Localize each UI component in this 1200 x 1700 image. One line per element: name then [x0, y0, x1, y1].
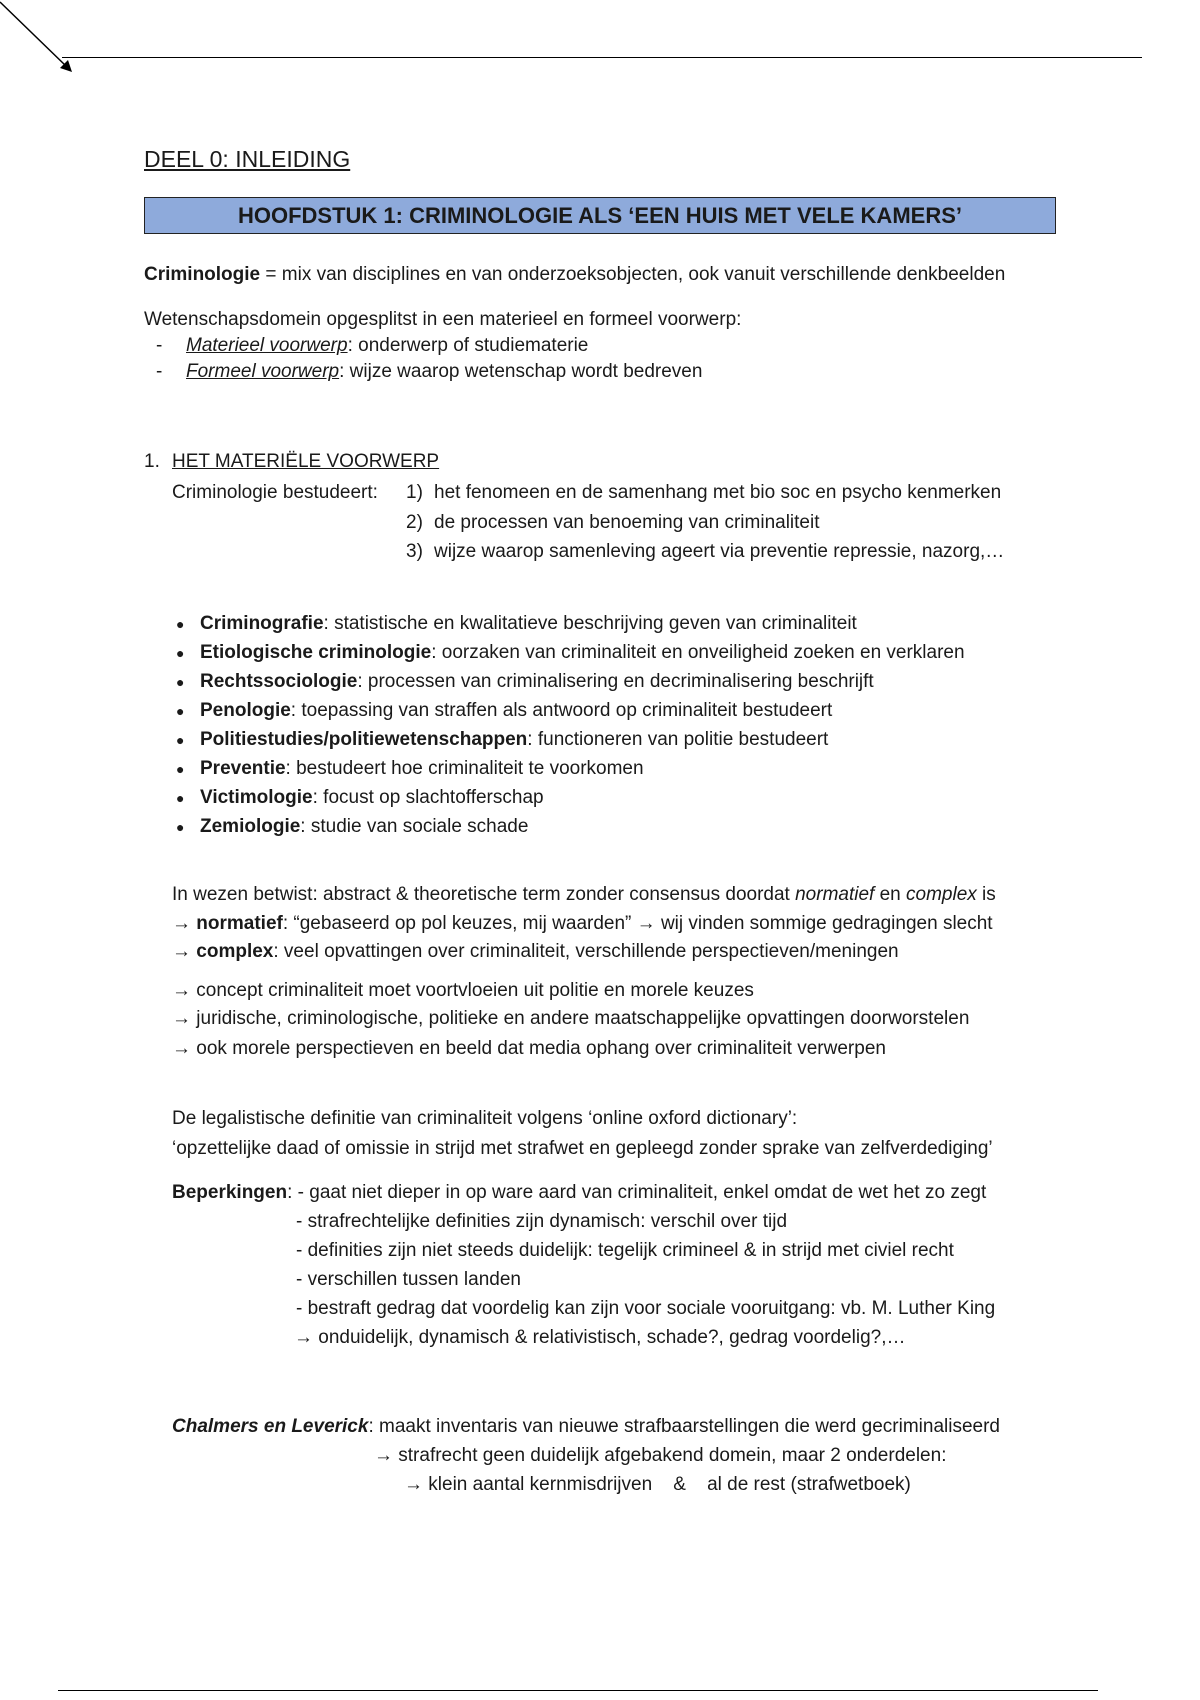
domain-term: Materieel voorwerp — [186, 335, 348, 356]
section-heading — [144, 451, 440, 473]
domain-intro: Wetenschapsdomein opgesplitst in een materieel en formeel voorwerp: — [144, 309, 742, 330]
study-text: wijze waarop samenleving ageert via preventie repressie, nazorg,… — [434, 541, 1005, 562]
limits-line: - bestraft gedrag dat voordelig kan zijn voor sociale vooruitgang: vb. M. Luther King — [296, 1298, 996, 1319]
discipline-term: Zemiologie — [200, 816, 301, 837]
discipline-text: : oorzaken van criminaliteit en onveiligheid zoeken en verklaren — [431, 642, 965, 663]
dash: - — [156, 361, 163, 382]
conclusion-line: → juridische, criminologische, politieke en andere maatschappelijke opvattingen doorworstelen — [172, 1008, 970, 1029]
discipline-term: Penologie — [200, 700, 291, 721]
chalmers-line: → klein aantal kernmisdrijven & al de rest (strafwetboek) — [404, 1474, 911, 1495]
limits-label: Beperkingen — [172, 1182, 288, 1203]
discipline-term: Victimologie — [200, 787, 313, 808]
domain-item — [156, 335, 589, 357]
legal-quote: ‘opzettelijke daad of omissie in strijd met strafwet en gepleegd zonder sprake van zelfverdediging’ — [172, 1138, 993, 1159]
part-heading: DEEL 0: INLEIDING — [144, 146, 351, 172]
discipline-text: : processen van criminalisering en decriminalisering beschrijft — [357, 671, 874, 692]
conclusion-line: → concept criminaliteit moet voortvloeien uit politie en morele keuzes — [172, 980, 754, 1001]
study-item — [406, 482, 1002, 504]
limits-line: - verschillen tussen landen — [296, 1269, 521, 1290]
discipline-text: : statistische en kwalitatieve beschrijving geven van criminaliteit — [323, 613, 857, 634]
study-number: 1) — [406, 482, 423, 503]
arrow-right-icon: → — [172, 1038, 191, 1059]
definition-term: Criminologie — [144, 264, 261, 285]
arrow-right-icon: → — [294, 1327, 313, 1348]
arrow-right-icon: → — [172, 941, 191, 962]
contested-line: In wezen betwist: abstract & theoretische term zonder consensus doordat normatief en complex is — [172, 884, 996, 905]
complex-line: → complex: veel opvattingen over criminaliteit, verschillende perspectieven/meningen — [172, 941, 899, 962]
domain-term: Formeel voorwerp — [186, 361, 340, 382]
arrow-right-icon: → — [172, 1008, 191, 1029]
arrow-right-icon: → — [172, 913, 191, 934]
limits-line: Beperkingen: - gaat niet dieper in op ware aard van criminaliteit, enkel omdat de wet het zo zegt — [172, 1182, 987, 1203]
chalmers-line: → strafrecht geen duidelijk afgebakend domein, maar 2 onderdelen: — [374, 1445, 947, 1466]
arrow-right-icon: → — [636, 913, 656, 934]
study-item — [406, 512, 820, 534]
limits-line: - strafrechtelijke definities zijn dynamisch: verschil over tijd — [296, 1211, 788, 1232]
dash: - — [156, 335, 163, 356]
discipline-text: : functioneren van politie bestudeert — [527, 729, 829, 750]
study-number: 3) — [406, 541, 423, 562]
corner-arrow-icon — [0, 0, 90, 90]
definition-line — [144, 264, 1005, 286]
discipline-text: : toepassing van straffen als antwoord op criminaliteit bestudeert — [290, 700, 833, 721]
section-number: 1. — [144, 451, 160, 472]
header-rule — [62, 57, 1142, 58]
arrow-right-icon: → — [172, 980, 191, 1001]
discipline-term: Politiestudies/politiewetenschappen — [200, 729, 528, 750]
study-number: 2) — [406, 512, 423, 533]
discipline-text: : bestudeert hoe criminaliteit te voorkomen — [285, 758, 644, 779]
discipline-term: Rechtssociologie — [200, 671, 358, 692]
study-text: het fenomeen en de samenhang met bio soc en psycho kenmerken — [434, 482, 1002, 503]
conclusion-line: → ook morele perspectieven en beeld dat media ophang over criminaliteit verwerpen — [172, 1038, 886, 1059]
limits-line: - definities zijn niet steeds duidelijk: tegelijk crimineel & in strijd met civiel recht — [296, 1240, 954, 1261]
chapter-title: HOOFDSTUK 1: CRIMINOLOGIE ALS ‘EEN HUIS MET VELE KAMERS’ — [144, 197, 1056, 234]
study-item — [406, 541, 1005, 563]
footer-rule — [58, 1690, 1098, 1691]
definition-text: = mix van disciplines en van onderzoeksobjecten, ook vanuit verschillende denkbeelden — [260, 264, 1006, 285]
normatief-line: → normatief: “gebaseerd op pol keuzes, mij waarden” → wij vinden sommige gedragingen slecht — [172, 913, 993, 934]
section-title: HET MATERIËLE VOORWERP — [172, 451, 440, 472]
legal-intro: De legalistische definitie van criminaliteit volgens ‘online oxford dictionary’: — [172, 1108, 798, 1129]
discipline-term: Preventie — [200, 758, 286, 779]
arrow-right-icon: → — [404, 1474, 423, 1495]
chalmers-name: Chalmers en Leverick — [172, 1416, 369, 1437]
study-text: de processen van benoeming van criminaliteit — [434, 512, 820, 533]
studies-label: Criminologie bestudeert: — [172, 482, 378, 503]
domain-text: : wijze waarop wetenschap wordt bedreven — [339, 361, 703, 382]
domain-text: : onderwerp of studiematerie — [347, 335, 589, 356]
limits-conclusion: → onduidelijk, dynamisch & relativistisch, schade?, gedrag voordelig?,… — [294, 1327, 906, 1348]
discipline-text: : focust op slachtofferschap — [312, 787, 544, 808]
discipline-term: Etiologische criminologie — [200, 642, 432, 663]
discipline-term: Criminografie — [200, 613, 324, 634]
domain-item — [156, 361, 703, 383]
discipline-text: : studie van sociale schade — [300, 816, 529, 837]
chalmers-line: Chalmers en Leverick: maakt inventaris van nieuwe strafbaarstellingen die werd gecriminaliseerd — [172, 1416, 1000, 1437]
arrow-right-icon: → — [374, 1445, 393, 1466]
